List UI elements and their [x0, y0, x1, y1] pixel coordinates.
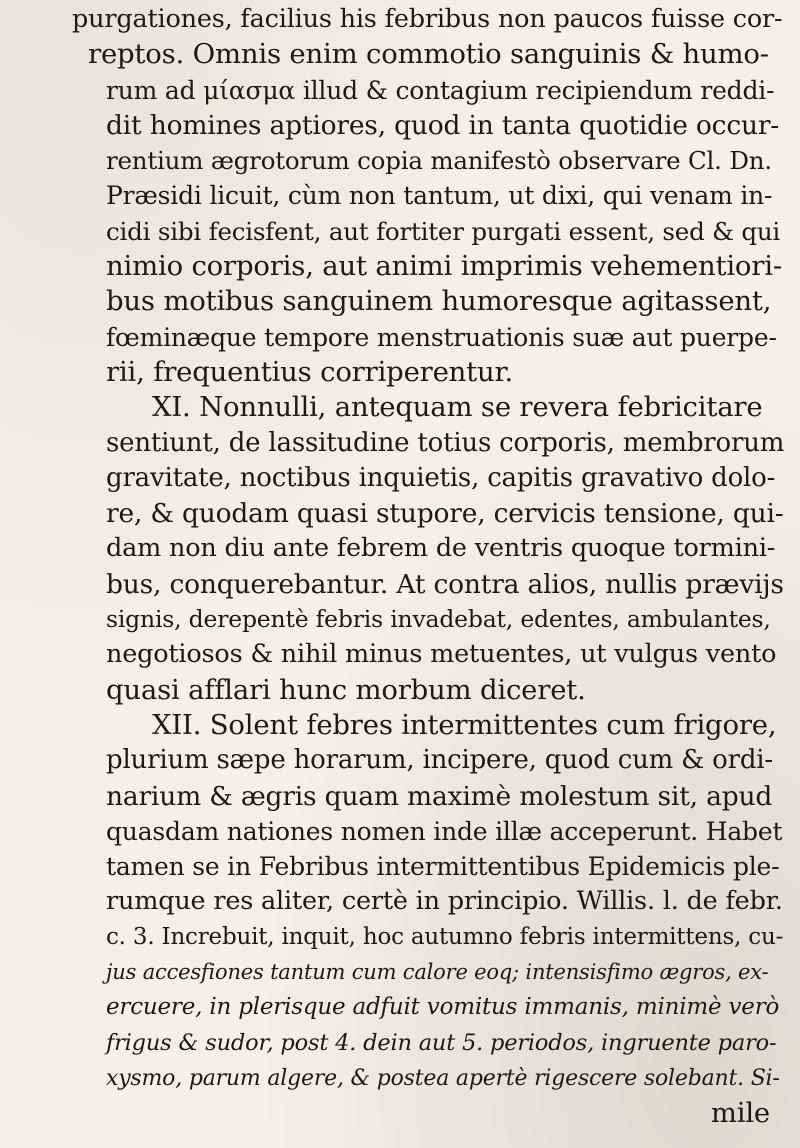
- text-line: fœminæque tempore menstruationis suæ aut puerpe-: [106, 322, 777, 352]
- text-line: dit homines aptiores, quod in tanta quotidie occur-: [106, 109, 780, 141]
- text-line: rentium ægrotorum copia manifestò observare Cl. Dn.: [106, 146, 772, 176]
- text-line: reptos. Omnis enim commotio sanguinis & humo-: [88, 38, 769, 71]
- text-line: purgationes, facilius his febribus non paucos fuisse cor-: [72, 4, 783, 34]
- quotation-line: xysmo, parum algere, & postea apertè rigescere solebant. Si-: [106, 1065, 780, 1091]
- body-text: [66, 2, 784, 1132]
- text-line: tamen se in Febribus intermittentibus Epidemicis ple-: [106, 852, 780, 882]
- text-line: signis, derepentè febris invadebat, edentes, ambulantes,: [106, 605, 771, 634]
- text-line: quasdam nationes nomen inde illæ acceperunt. Habet: [106, 816, 783, 846]
- citation-line: c. 3. Increbuit, inquit, hoc autumno febris intermittens, cu-: [106, 923, 784, 950]
- text-line: cidi sibi fecisfent, aut fortiter purgati essent, sed & qui: [106, 216, 781, 246]
- text-line: re, & quodam quasi stupore, cervicis tensione, qui-: [106, 498, 784, 530]
- text-line: dam non diu ante febrem de ventris quoque tormini-: [106, 533, 776, 564]
- text-line: negotiosos & nihil minus metuentes, ut vulgus vento: [106, 639, 777, 670]
- text-line: bus motibus sanguinem humoresque agitassent,: [106, 285, 772, 318]
- text-line: sentiunt, de lassitudine totius corporis, membrorum: [106, 427, 785, 458]
- text-line: rum ad μίασμα illud & contagium recipiendum reddi-: [106, 75, 775, 105]
- text-line: Præsidi licuit, cùm non tantum, ut dixi, qui venam in-: [106, 181, 773, 211]
- text-line: bus, conquerebantur. At contra alios, nullis prævijs: [106, 568, 784, 600]
- catchword: mile: [710, 1097, 770, 1130]
- text-line: quasi afflari hunc morbum diceret.: [106, 673, 586, 706]
- quotation-line: ercuere, in plerisque adfuit vomitus immanis, minimè verò: [106, 994, 780, 1021]
- text-line: rii, frequentius corriperentur.: [106, 355, 514, 388]
- text-line: rumque res aliter, certè in principio. Willis. l. de febr.: [106, 886, 783, 917]
- text-line: narium & ægris quam maximè molestum sit, apud: [106, 780, 773, 812]
- text-line: nimio corporis, aut animi imprimis vehementiori-: [106, 250, 782, 283]
- section-heading-xii: XII. Solent febres intermittentes cum frigore,: [152, 708, 777, 741]
- quotation-line: frigus & sudor, post 4. dein aut 5. periodos, ingruente paro-: [106, 1029, 777, 1056]
- text-line: plurium sæpe horarum, incipere, quod cum & ordi-: [106, 745, 773, 776]
- quotation-line: jus accesfiones tantum cum calore eoq; intensisfimo ægros, ex-: [106, 960, 769, 985]
- section-heading-xi: XI. Nonnulli, antequam se revera febricitare: [152, 391, 763, 424]
- text-line: gravitate, noctibus inquietis, capitis gravativo dolo-: [106, 462, 776, 493]
